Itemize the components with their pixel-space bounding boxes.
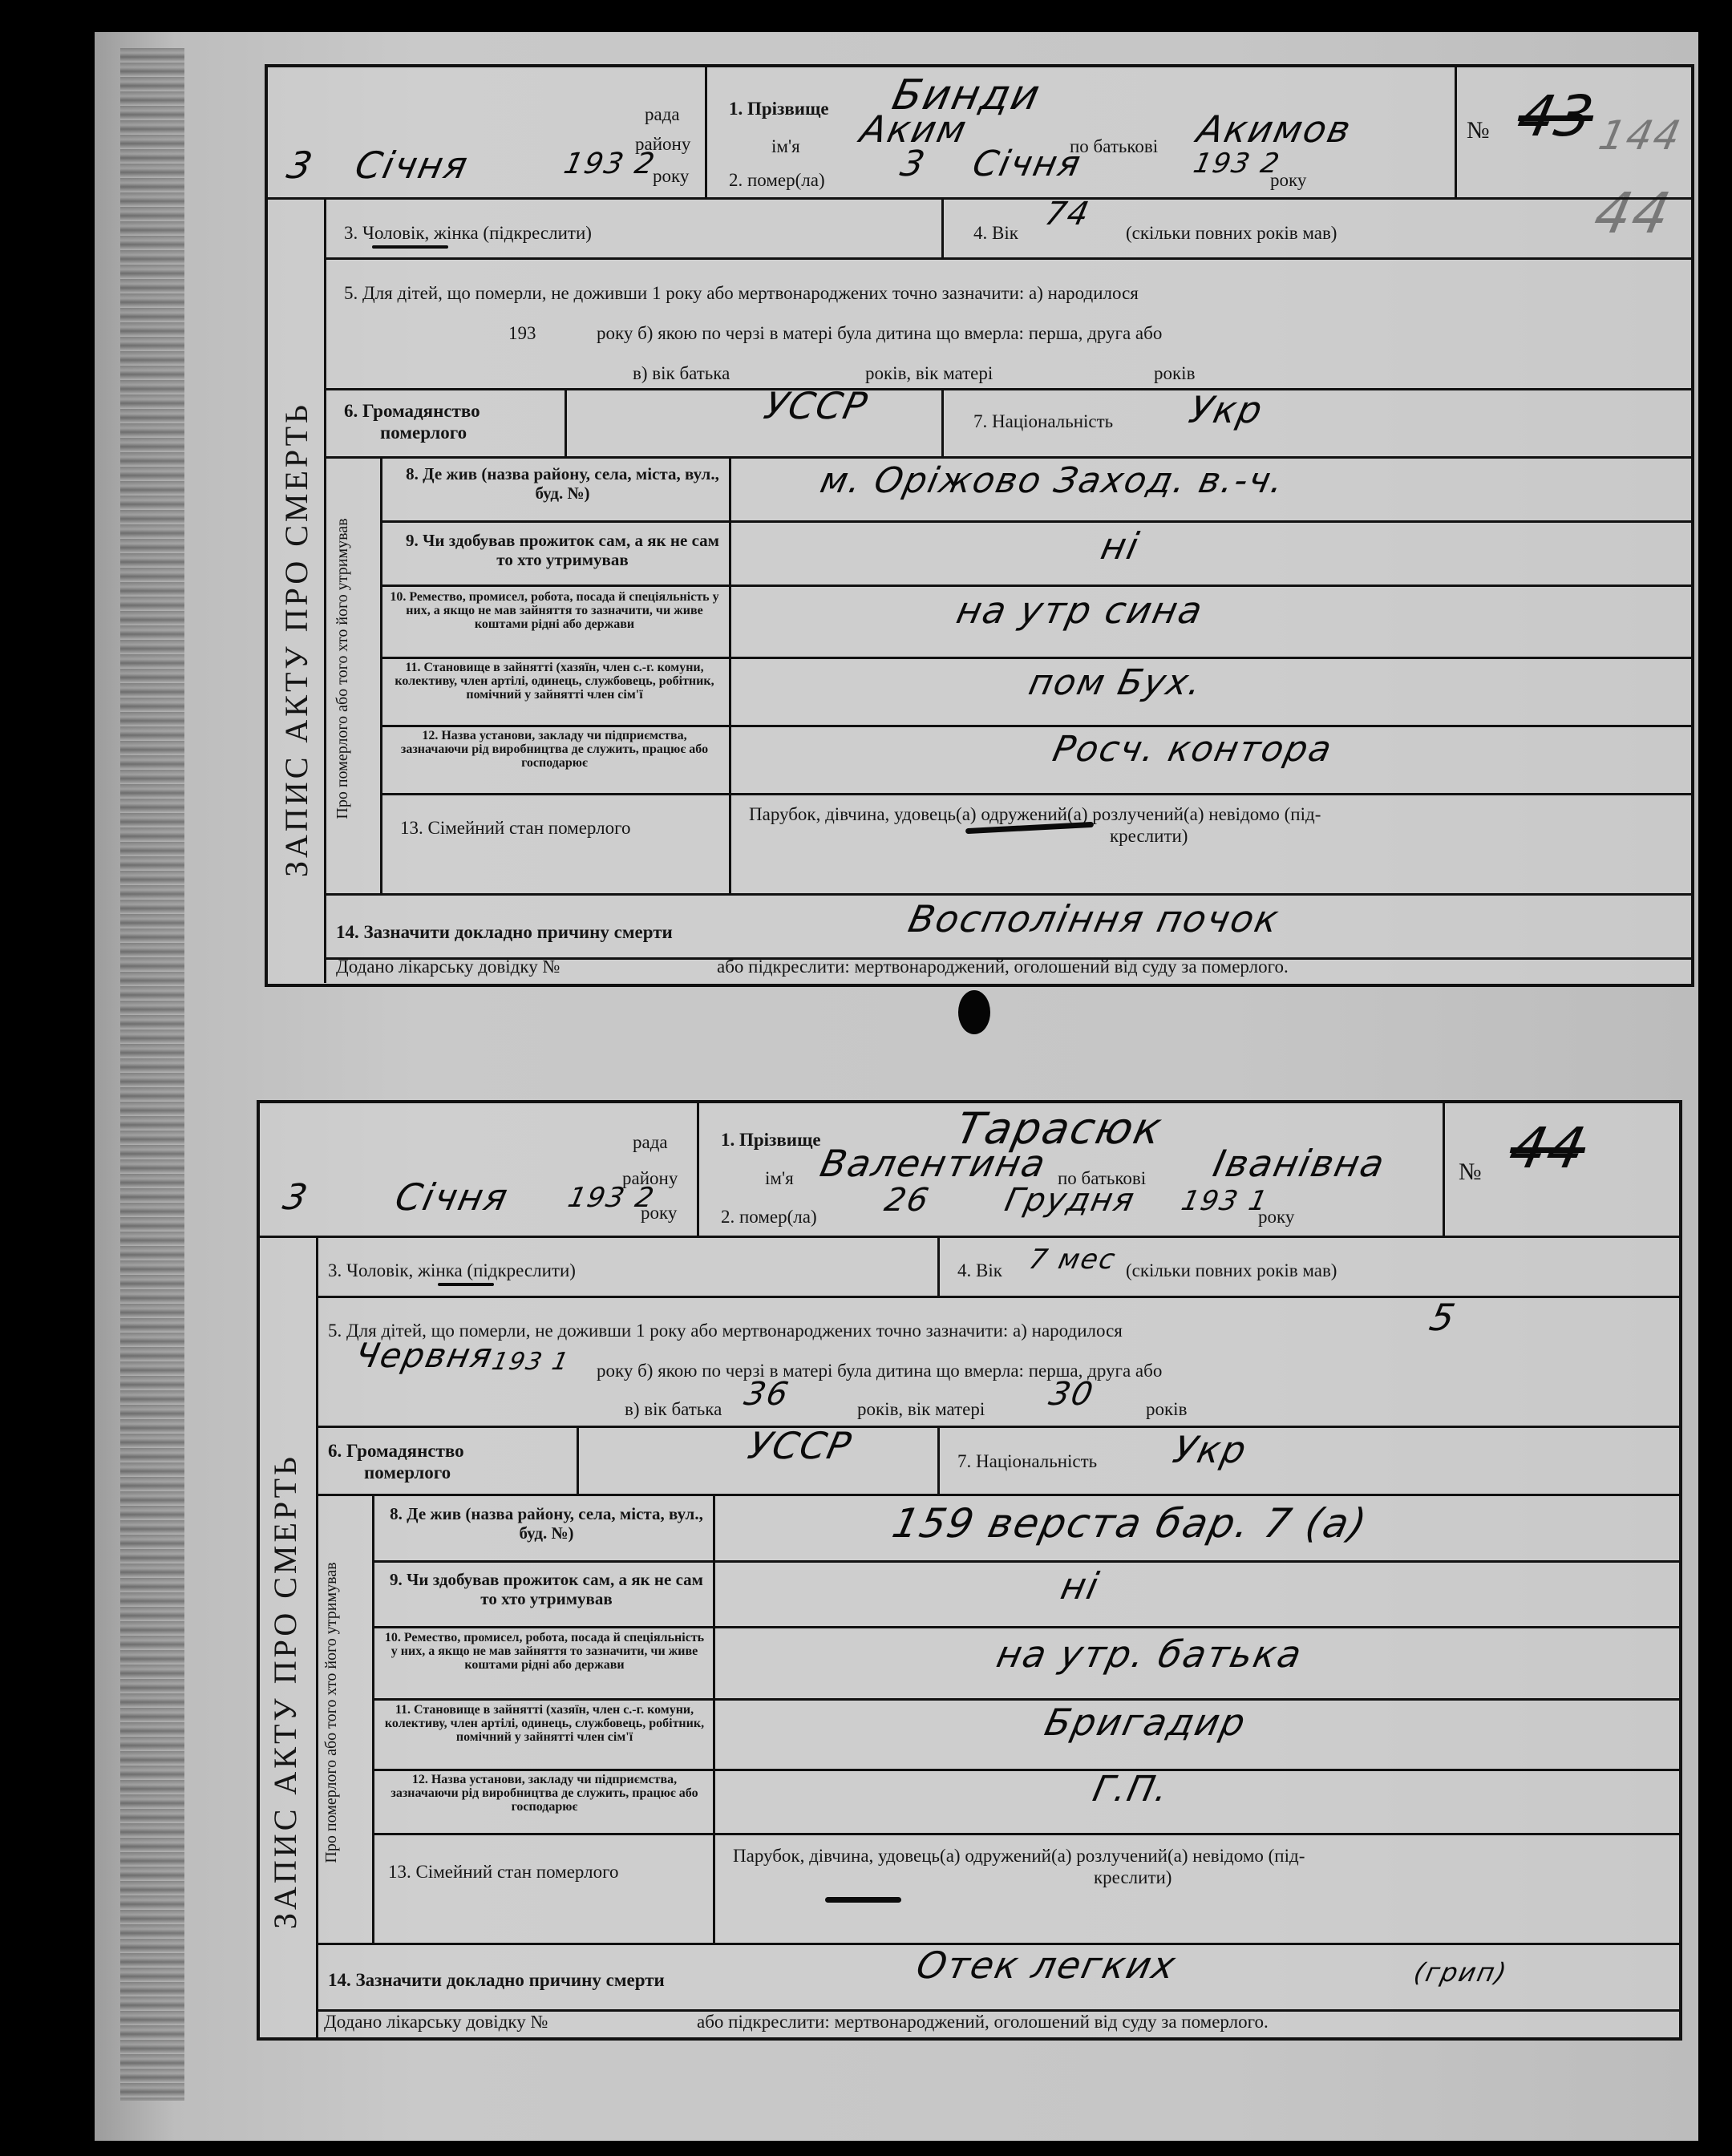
roku-label: року bbox=[641, 1203, 678, 1223]
reg-day: 3 bbox=[283, 144, 318, 187]
q5-father-label: в) вік батька bbox=[633, 363, 730, 383]
q5-line2: року б) якою по черзі в матері була дитина що вмерла: перша, друга або bbox=[597, 1361, 1163, 1381]
reg-month: Січня bbox=[351, 144, 473, 187]
nationality-label: 7. Національність bbox=[973, 411, 1114, 431]
patronymic-label: по батькові bbox=[1070, 136, 1159, 156]
nationality-label: 7. Національність bbox=[957, 1451, 1098, 1471]
age-label: 4. Вік bbox=[957, 1260, 1002, 1280]
surname-value: Бинди bbox=[888, 71, 1046, 119]
q10-label: 10. Ремество, промисел, робота, посада й спеціяльність у них, а якщо не мав зайняття то зазначити, чи живе коштами рідні або держави bbox=[390, 590, 719, 631]
death-day: 26 bbox=[881, 1182, 933, 1219]
q12-label: 12. Назва установи, закладу чи підприємства, зазначаючи рід виробництва де служить, працює або господарює bbox=[391, 1773, 698, 1814]
death-year: 193 1 bbox=[1178, 1185, 1272, 1217]
sex-underline bbox=[372, 245, 448, 249]
record-number: 44 bbox=[1503, 1115, 1592, 1181]
position-value: пом Бух. bbox=[1025, 662, 1207, 703]
q5-year-prefix: 193 bbox=[508, 323, 536, 343]
surname-label: 1. Прізвище bbox=[721, 1130, 821, 1150]
roku-label: року bbox=[653, 166, 690, 186]
died-label: 2. помер(ла) bbox=[721, 1207, 817, 1227]
father-age: 36 bbox=[741, 1376, 793, 1413]
citizenship-label-2: померлого bbox=[380, 423, 467, 443]
q9-label: 9. Чи здобував прожиток сам, а як не сам то хто утримував bbox=[390, 1570, 703, 1608]
roku-label: року bbox=[1258, 1207, 1295, 1227]
ink-blot bbox=[958, 990, 990, 1034]
death-record-1 bbox=[265, 64, 1694, 987]
footer-certificate: Додано лікарську довідку № bbox=[324, 2012, 548, 2032]
q5-line2: року б) якою по черзі в матері була дитина що вмерла: перша, друга або bbox=[597, 323, 1163, 343]
residence-value: 159 верста бар. 7 (а) bbox=[888, 1500, 1372, 1547]
q10-label: 10. Ремество, промисел, робота, посада й спеціяльність у них, а якщо не мав зайняття то зазначити, чи живе коштами рідні або держави bbox=[384, 1631, 705, 1672]
age-hint: (скільки повних років мав) bbox=[1126, 223, 1337, 243]
reg-day: 3 bbox=[279, 1177, 313, 1218]
self-supporting-value: ні bbox=[1057, 1564, 1104, 1608]
q13-label: 13. Сімейний стан померлого bbox=[400, 818, 631, 838]
rayonu-label: району bbox=[622, 1168, 678, 1188]
q5-years-label: років bbox=[1154, 363, 1196, 383]
vertical-title: ЗАПИС АКТУ ПРО СМЕРТЬ bbox=[278, 401, 314, 877]
citizenship-value: УССР bbox=[744, 1424, 856, 1467]
record-number: 43 bbox=[1511, 83, 1600, 149]
institution-value: Росч. контора bbox=[1049, 729, 1337, 770]
occupation-value: на утр. батька bbox=[993, 1632, 1307, 1676]
name-value: Аким bbox=[856, 107, 972, 151]
q5-mother-label: років, вік матері bbox=[857, 1399, 985, 1419]
rayonu-label: району bbox=[635, 134, 691, 154]
nationality-value: Укр bbox=[1169, 1428, 1252, 1471]
birth-month: Червня bbox=[351, 1336, 497, 1375]
position-value: Бригадир bbox=[1041, 1701, 1251, 1744]
q8-label: 8. Де жив (назва району, села, міста, вул., буд. №) bbox=[406, 464, 719, 503]
mother-age: 30 bbox=[1046, 1376, 1098, 1413]
birth-year: 193 1 bbox=[489, 1348, 573, 1376]
birth-day: 5 bbox=[1426, 1296, 1461, 1339]
death-month: Січня bbox=[969, 144, 1086, 184]
reg-year: 193 2 bbox=[560, 148, 659, 180]
surname-value: Тарасюк bbox=[952, 1103, 1167, 1154]
nationality-value: Укр bbox=[1185, 388, 1268, 431]
vertical-title: ЗАПИС АКТУ ПРО СМЕРТЬ bbox=[267, 1453, 303, 1929]
q13-label: 13. Сімейний стан померлого bbox=[388, 1862, 619, 1882]
binding-edge bbox=[120, 48, 184, 2101]
side-group-label: Про померлого або того хто його утримував bbox=[322, 1562, 340, 1863]
citizenship-value: УССР bbox=[760, 384, 872, 427]
number-sign: № bbox=[1467, 117, 1490, 144]
q5-line1: 5. Для дітей, що померли, не доживши 1 року або мертвонароджених точно зазначити: а) народилося bbox=[328, 1321, 1123, 1341]
age-value: 7 мес bbox=[1026, 1244, 1119, 1276]
footer-options: або підкреслити: мертвонароджений, оголошений від суду за померлого. bbox=[697, 2012, 1269, 2032]
q9-label: 9. Чи здобував прожиток сам, а як не сам то хто утримував bbox=[406, 531, 719, 569]
occupation-value: на утр сина bbox=[953, 589, 1208, 632]
citizenship-label: 6. Громадянство bbox=[328, 1441, 464, 1461]
patronymic-value: Акимов bbox=[1193, 107, 1356, 151]
q13-options: Парубок, дівчина, удовець(а) одружений(а) розлучений(а) невідомо (під- bbox=[733, 1846, 1305, 1866]
rada-label: рада bbox=[633, 1132, 668, 1152]
reg-year: 193 2 bbox=[565, 1182, 658, 1214]
cause-value: Воспоління почок bbox=[904, 897, 1284, 940]
q12-label: 12. Назва установи, закладу чи підприємства, зазначаючи рід виробництва де служить, працює або господарює bbox=[400, 729, 709, 770]
died-label: 2. помер(ла) bbox=[729, 170, 825, 190]
death-year: 193 2 bbox=[1190, 148, 1284, 180]
footer-options: або підкреслити: мертвонароджений, оголошений від суду за померлого. bbox=[717, 957, 1289, 977]
q5-years-label: років bbox=[1146, 1399, 1188, 1419]
citizenship-label: 6. Громадянство bbox=[344, 401, 480, 421]
roku-label: року bbox=[1270, 170, 1307, 190]
sex-label: 3. Чоловік, жінка (підкреслити) bbox=[328, 1260, 576, 1280]
number-sign: № bbox=[1459, 1159, 1482, 1185]
age-hint: (скільки повних років мав) bbox=[1126, 1260, 1337, 1280]
sex-label: 3. Чоловік, жінка (підкреслити) bbox=[344, 223, 592, 243]
residence-value: м. Оріжово Заход. в.-ч. bbox=[816, 460, 1289, 501]
q14-label: 14. Зазначити докладно причину смерти bbox=[336, 922, 673, 942]
sex-underline bbox=[438, 1283, 494, 1286]
name-label: ім'я bbox=[771, 136, 800, 156]
footer-certificate: Додано лікарську довідку № bbox=[336, 957, 560, 977]
q13-options-2: креслити) bbox=[1094, 1867, 1172, 1887]
q5-line1: 5. Для дітей, що померли, не доживши 1 року або мертвонароджених точно зазначити: а) народилося bbox=[344, 283, 1139, 303]
name-label: ім'я bbox=[765, 1168, 794, 1188]
name-value: Валентина bbox=[816, 1142, 1051, 1185]
q11-label: 11. Становище в зайнятті (хазяїн, член с.-г. комуни, колективу, член артілі, одинець, службовець, робітник, помічний у зайнятті член сім'ї bbox=[395, 661, 714, 702]
marital-status-underline bbox=[825, 1897, 901, 1903]
citizenship-label-2: померлого bbox=[364, 1462, 451, 1483]
institution-value: Г.П. bbox=[1089, 1769, 1173, 1810]
side-group-label: Про померлого або того хто його утримував bbox=[334, 518, 351, 819]
q13-options: Парубок, дівчина, удовець(а) одружений(а) розлучений(а) невідомо (під- bbox=[749, 804, 1321, 824]
reg-month: Січня bbox=[391, 1175, 513, 1219]
q5-father-label: в) вік батька bbox=[625, 1399, 722, 1419]
age-value: 74 bbox=[1042, 196, 1094, 233]
q11-label: 11. Становище в зайнятті (хазяїн, член с.-г. комуни, колективу, член артілі, одинець, службовець, робітник, помічний у зайнятті член сім'ї bbox=[384, 1703, 705, 1744]
self-supporting-value: ні bbox=[1097, 524, 1144, 568]
cause-value: Отек легких bbox=[913, 1944, 1181, 1987]
q13-options-2: креслити) bbox=[1110, 826, 1188, 846]
q8-label: 8. Де жив (назва району, села, міста, вул., буд. №) bbox=[390, 1504, 703, 1543]
age-label: 4. Вік bbox=[973, 223, 1018, 243]
death-day: 3 bbox=[896, 144, 930, 184]
patronymic-label: по батькові bbox=[1058, 1168, 1147, 1188]
rada-label: рада bbox=[645, 104, 680, 124]
patronymic-value: Іванівна bbox=[1209, 1142, 1390, 1185]
cause-note: (грип) bbox=[1410, 1957, 1511, 1988]
death-record-2 bbox=[257, 1100, 1682, 2041]
q5-mother-label: років, вік матері bbox=[865, 363, 993, 383]
death-month: Грудня bbox=[1002, 1182, 1139, 1219]
surname-label: 1. Прізвище bbox=[729, 99, 829, 119]
q14-label: 14. Зазначити докладно причину смерти bbox=[328, 1970, 665, 1990]
